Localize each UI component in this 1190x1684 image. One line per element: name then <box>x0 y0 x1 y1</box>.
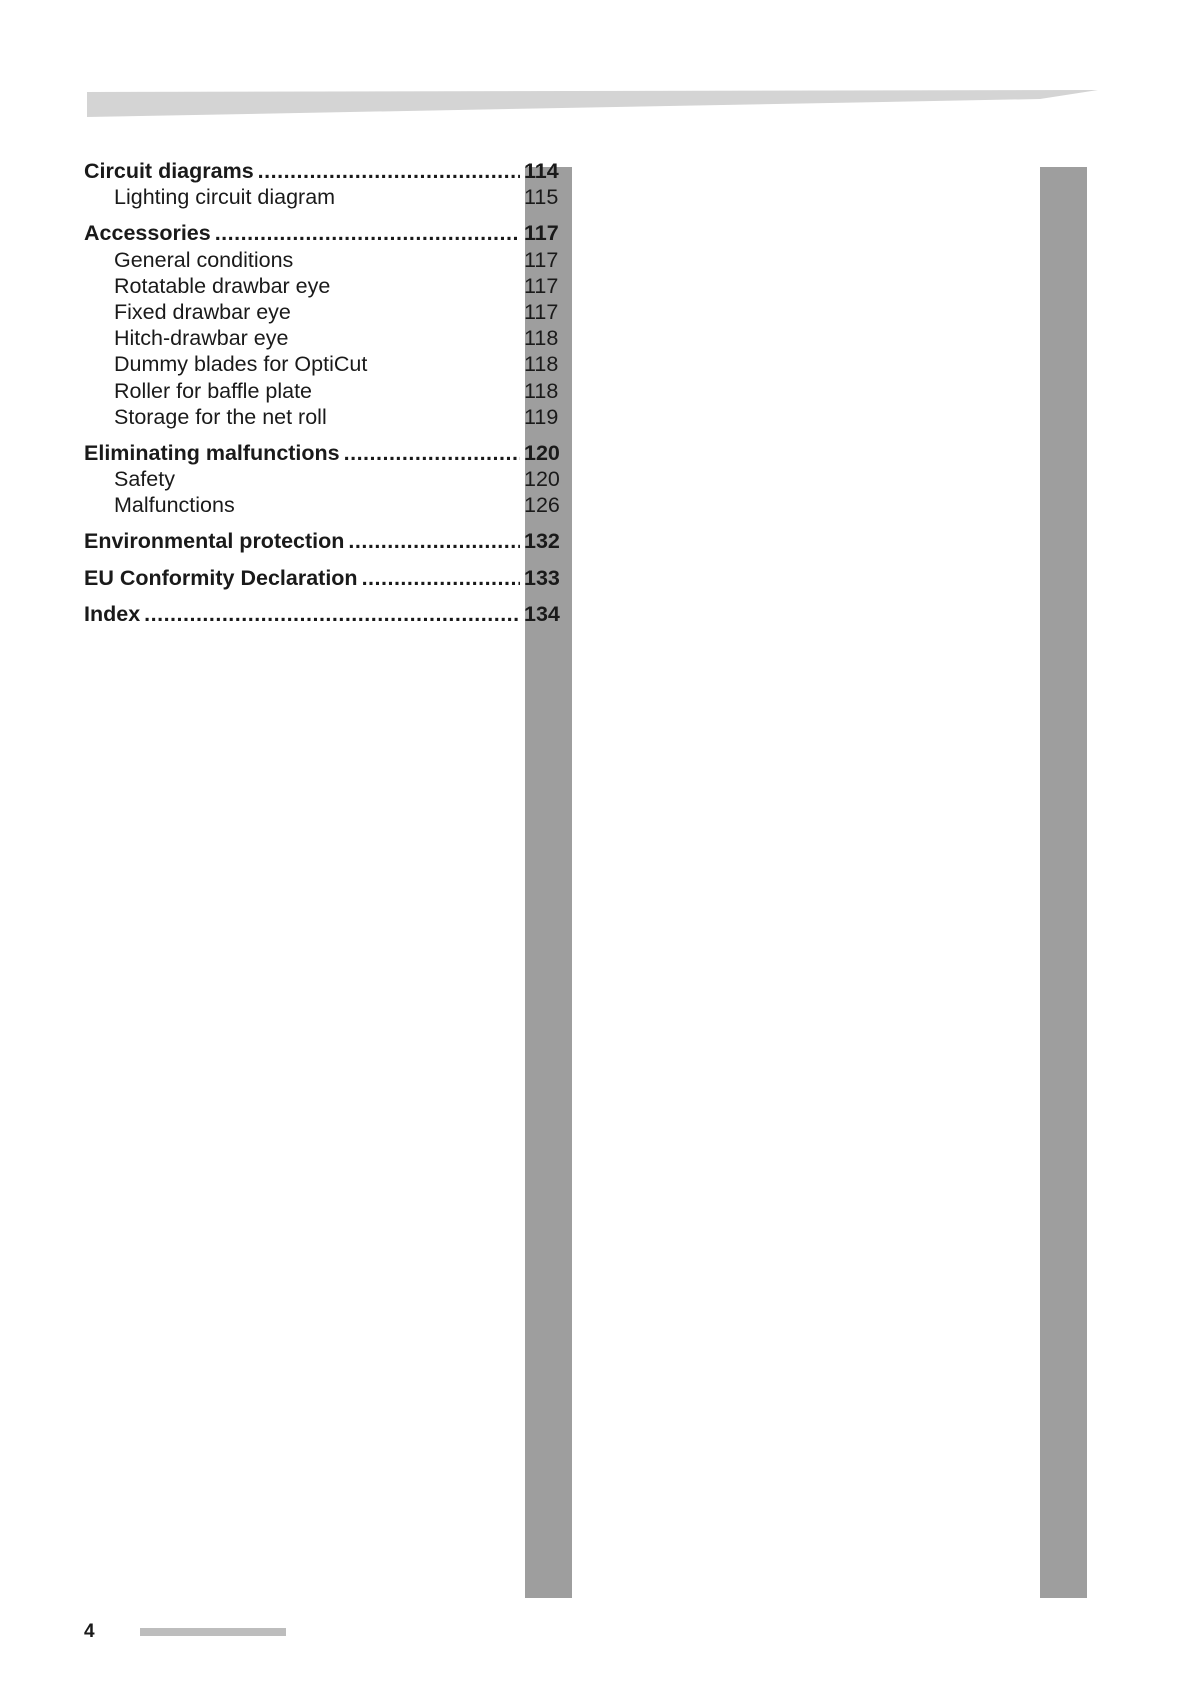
toc-heading-page: 114 <box>524 159 559 183</box>
toc-heading-title: Accessories <box>84 221 211 246</box>
toc-entry-page: 119 <box>524 404 559 429</box>
toc-entry-page: 115 <box>524 185 559 210</box>
dot-leader <box>348 528 520 554</box>
page-number: 4 <box>84 1621 95 1642</box>
toc-entry-title: Lighting circuit diagram <box>114 185 336 210</box>
toc-heading-row[interactable] <box>84 601 564 627</box>
toc-entry-title: Dummy blades for OptiCut <box>114 352 368 377</box>
toc-section <box>84 440 564 519</box>
toc-entry-title: Malfunctions <box>114 493 235 518</box>
toc-entry-row[interactable] <box>84 466 564 492</box>
toc-heading-page: 134 <box>524 601 560 626</box>
toc-heading-title: EU Conformity Declaration <box>84 565 358 590</box>
toc-entry-row[interactable] <box>84 404 564 430</box>
header-band <box>0 0 1190 130</box>
toc-entry-page: 117 <box>524 273 559 298</box>
toc-entry-title: Rotatable drawbar eye <box>114 273 331 298</box>
toc-entry-page: 120 <box>524 467 560 492</box>
toc-heading-row[interactable] <box>84 528 564 554</box>
dot-leader <box>144 601 520 627</box>
toc-entry-title: Safety <box>114 467 175 492</box>
toc-heading-row[interactable] <box>84 220 564 246</box>
toc-section <box>84 601 564 627</box>
toc-heading-row[interactable] <box>84 440 564 466</box>
toc-entry-page: 118 <box>524 326 559 351</box>
toc-entry-page: 117 <box>524 247 559 272</box>
toc-heading-page: 117 <box>524 221 559 246</box>
toc-entry-row[interactable] <box>84 378 564 404</box>
toc-entry-title: Hitch-drawbar eye <box>114 326 289 351</box>
toc-entry-title: General conditions <box>114 247 294 272</box>
toc-section <box>84 220 564 430</box>
toc-heading-page: 132 <box>524 529 560 554</box>
toc-heading-page: 120 <box>524 440 560 465</box>
toc-heading-row[interactable] <box>84 565 564 591</box>
toc-heading-title: Circuit diagrams <box>84 159 254 183</box>
dot-leader <box>258 158 520 184</box>
toc-entry-row[interactable] <box>84 273 564 299</box>
toc-section <box>84 528 564 554</box>
toc-entry-row[interactable] <box>84 351 564 377</box>
thumb-index-bar <box>1040 167 1087 1598</box>
toc-entry-title: Fixed drawbar eye <box>114 299 291 324</box>
toc-section <box>84 565 564 591</box>
toc-entry-row[interactable] <box>84 184 564 210</box>
footer-rule <box>140 1628 286 1636</box>
dot-leader <box>344 440 520 466</box>
toc-entry-row[interactable] <box>84 492 564 518</box>
toc-section <box>84 158 564 210</box>
toc-heading-title: Eliminating malfunctions <box>84 440 340 465</box>
toc-heading-title: Index <box>84 601 141 626</box>
toc-entry-title: Storage for the net roll <box>114 404 327 429</box>
toc-entry-page: 117 <box>524 299 559 324</box>
toc-entry-page: 126 <box>524 493 560 518</box>
toc-heading-title: Environmental protection <box>84 529 345 554</box>
toc-entry-title: Roller for baffle plate <box>114 378 312 403</box>
table-of-contents <box>84 158 564 637</box>
toc-entry-row[interactable] <box>84 299 564 325</box>
toc-entry-page: 118 <box>524 378 559 403</box>
toc-heading-page: 133 <box>524 565 560 590</box>
dot-leader <box>362 565 520 591</box>
toc-entry-page: 118 <box>524 352 559 377</box>
toc-heading-row[interactable] <box>84 158 564 184</box>
toc-entry-row[interactable] <box>84 325 564 351</box>
toc-entry-row[interactable] <box>84 247 564 273</box>
dot-leader <box>215 220 520 246</box>
